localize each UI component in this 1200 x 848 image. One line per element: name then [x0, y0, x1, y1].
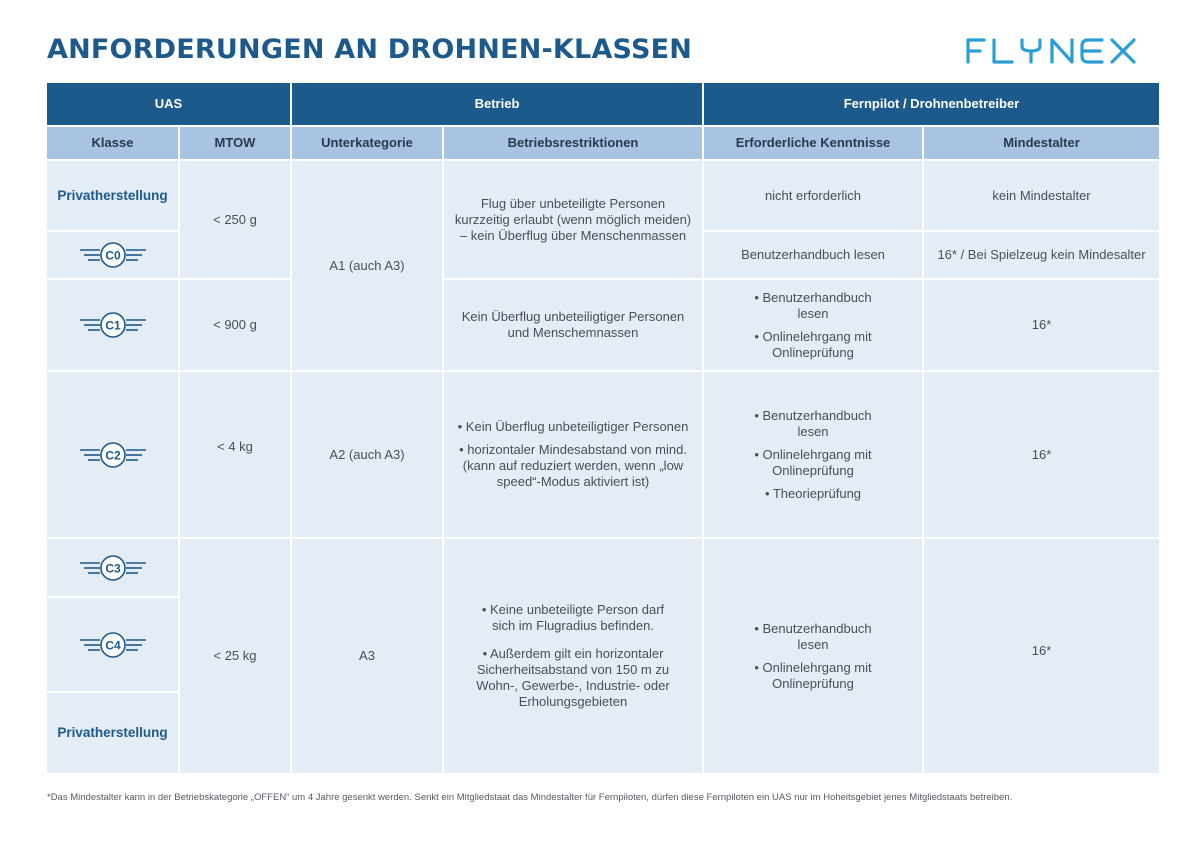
mindestalter-4 [924, 372, 1159, 537]
restriktion-bullet: • Keine unbeteiligte Person darf sich im Flugradius befinden. [481, 602, 665, 633]
svg-text:C0: C0 [104, 248, 121, 263]
mtow-value: < 900 g [213, 317, 257, 332]
kenntnisse-text: Benutzerhandbuch lesen [741, 247, 885, 262]
mtow-25kg [180, 539, 290, 773]
mindestalter-text: 16* / Bei Spielzeug kein Mindesalter [937, 247, 1146, 262]
flynex-logo [962, 34, 1162, 68]
restriktion-bullet: • Außerdem gilt ein horizontaler Sicherheitsabstand von 150 m zu Wohn-, Gewerbe-, Industrie- oder Erholungsgebieten [476, 646, 670, 709]
kenntnisse-5 [704, 539, 922, 773]
kenntnisse-text: nicht erforderlich [764, 188, 862, 203]
kenntnisse-bullet: • Theorieprüfung [764, 485, 862, 501]
class-c1-badge-icon [78, 310, 148, 340]
klasse-label: Privatherstellung [57, 725, 168, 740]
restriktion-bullet: • Kein Überflug unbeteiligtiger Personen [457, 419, 689, 434]
kenntnisse-4 [704, 372, 922, 537]
column-header-klasse: Klasse [47, 127, 178, 159]
unterkategorie-a3 [292, 539, 442, 773]
column-header-mindestalter: Mindestalter [924, 127, 1159, 159]
unterkategorie-a1 [292, 161, 442, 370]
mindestalter-text: 16* [1031, 317, 1052, 332]
kenntnisse-bullet: • Benutzerhandbuch lesen [754, 407, 872, 439]
klasse-c0 [47, 232, 178, 278]
mtow-900g [180, 280, 290, 370]
mindestalter-5 [924, 539, 1159, 773]
drone-class-table [47, 83, 1159, 773]
mindestalter-text: 16* [1031, 643, 1052, 658]
class-c3-badge-icon [78, 553, 148, 583]
restriktion-bullet: • horizontaler Mindesabstand von mind. (kann auf reduziert werden, wenn „low speed“-Modus aktiviert ist) [459, 442, 687, 489]
restriktion-3 [444, 372, 702, 537]
klasse-privatherstellung-bottom [47, 693, 178, 773]
kenntnisse-bullet: • Onlinelehrgang mit Onlineprüfung [754, 446, 872, 478]
restriktion-2 [444, 280, 702, 370]
mindestalter-1 [924, 161, 1159, 230]
svg-text:C1: C1 [104, 318, 121, 333]
klasse-c3 [47, 539, 178, 596]
mtow-4kg [180, 372, 290, 537]
column-header-kenntnisse: Erforderliche Kenntnisse [704, 127, 922, 159]
column-header-mtow: MTOW [180, 127, 290, 159]
page-title: ANFORDERUNGEN AN DROHNEN-KLASSEN [47, 34, 693, 65]
mindestalter-2 [924, 232, 1159, 278]
group-header-fernpilot: Fernpilot / Drohnenbetreiber [704, 83, 1159, 125]
svg-text:FLYNEX: FLYNEX [962, 34, 966, 35]
mtow-value: < 250 g [213, 211, 257, 227]
class-c2-badge-icon [78, 440, 148, 470]
klasse-c2 [47, 372, 178, 537]
restriktion-1 [444, 161, 702, 278]
mindestalter-3 [924, 280, 1159, 370]
kenntnisse-bullet: • Onlinelehrgang mit Onlineprüfung [754, 659, 872, 691]
svg-text:C2: C2 [104, 448, 121, 462]
kenntnisse-bullet: • Benutzerhandbuch lesen [754, 620, 872, 652]
klasse-c1 [47, 280, 178, 370]
svg-text:C3: C3 [104, 561, 121, 575]
restriktion-text: Flug über unbeteiligte Personen kurzzeitig erlaubt (wenn möglich meiden) – kein Überflug über Menschenmassen [454, 195, 692, 243]
mindestalter-text: kein Mindestalter [992, 188, 1091, 203]
mtow-value: < 25 kg [213, 648, 257, 663]
kenntnisse-1 [704, 161, 922, 230]
mtow-value: < 4 kg [217, 438, 253, 454]
svg-text:C4: C4 [104, 638, 121, 652]
group-header-uas: UAS [47, 83, 290, 125]
group-header-betrieb: Betrieb [292, 83, 702, 125]
kenntnisse-2 [704, 232, 922, 278]
restriktion-4 [444, 539, 702, 773]
klasse-privatherstellung-top [47, 161, 178, 230]
unterkategorie-value: A3 [359, 648, 375, 663]
unterkategorie-value: A1 (auch A3) [329, 257, 405, 273]
footnote: *Das Mindestalter kann in der Betriebskategorie „OFFEN“ um 4 Jahre gesenkt werden. Senkt ein Mitgliedstaat das Mindestalter für Fernpiloten, dürfen diese Fernpiloten ein UAS nur im Hoheitsgebiet jenes Mitgliedstaats betreiben. [47, 792, 1013, 803]
kenntnisse-bullet: • Onlinelehrgang mit Onlineprüfung [754, 328, 872, 360]
class-c4-badge-icon [78, 630, 148, 660]
column-header-unterkategorie: Unterkategorie [292, 127, 442, 159]
klasse-label: Privatherstellung [57, 187, 168, 203]
column-header-betriebsrestriktionen: Betriebsrestriktionen [444, 127, 702, 159]
mtow-250g [180, 161, 290, 278]
unterkategorie-value: A2 (auch A3) [329, 446, 405, 462]
kenntnisse-bullet: • Benutzerhandbuch lesen [754, 289, 872, 321]
kenntnisse-3 [704, 280, 922, 370]
unterkategorie-a2 [292, 372, 442, 537]
mindestalter-text: 16* [1031, 446, 1052, 462]
class-c0-badge-icon [78, 240, 148, 270]
restriktion-text: Kein Überflug unbeteiligtiger Personen und Menschemnassen [461, 309, 685, 340]
klasse-c4 [47, 598, 178, 691]
